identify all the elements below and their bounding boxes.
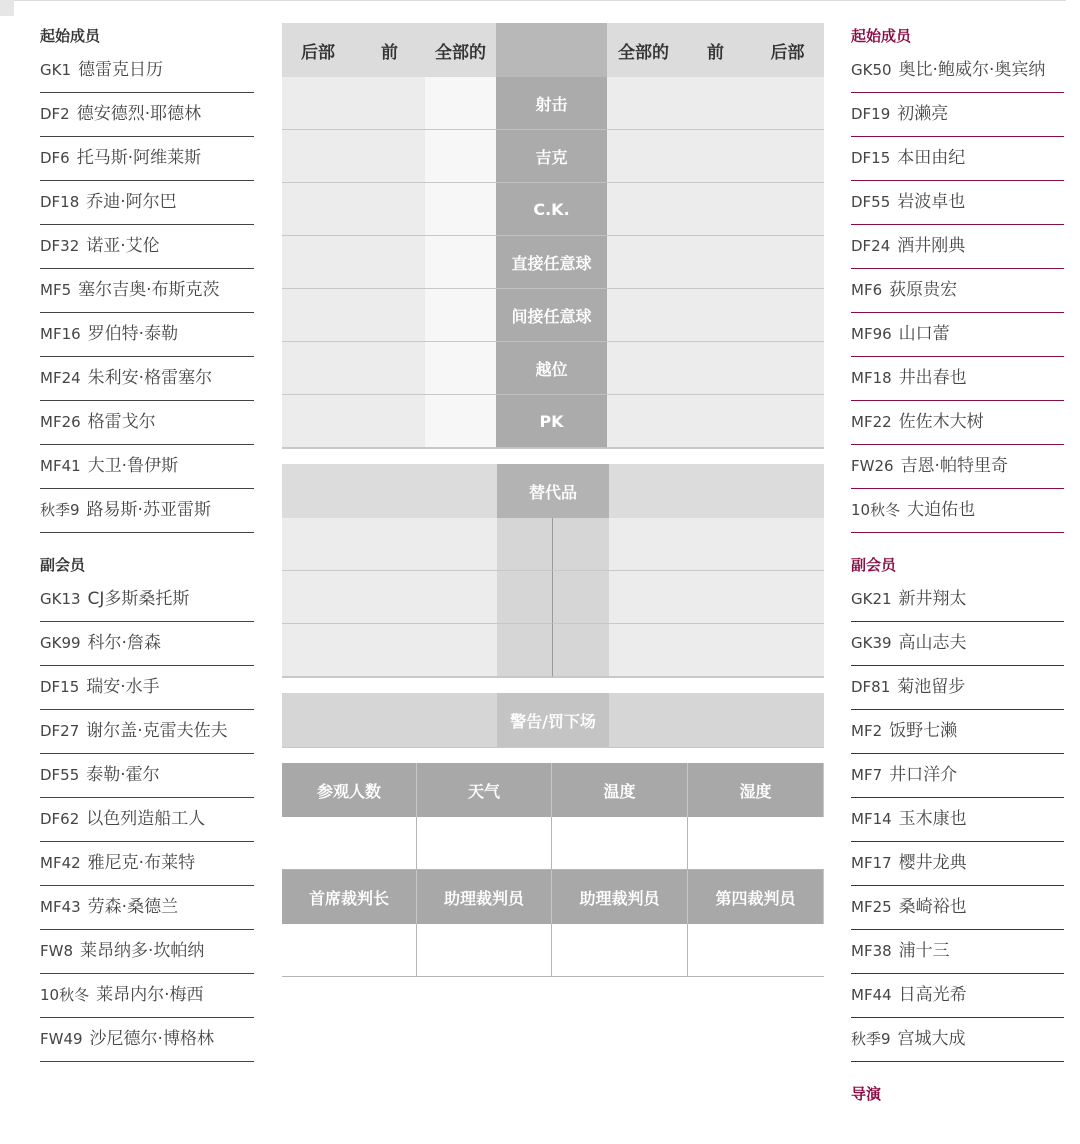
stat-value-cell xyxy=(354,130,425,183)
player-name: 莱昂纳多·坎帕纳 xyxy=(80,941,205,961)
player-position: MF7 xyxy=(851,766,883,784)
player-name: 酒井刚典 xyxy=(897,236,966,256)
player-position: MF24 xyxy=(40,369,81,387)
player-row[interactable] xyxy=(40,313,254,357)
sub-cell-time-home xyxy=(497,624,553,677)
stats-header-cell: 前 xyxy=(354,23,425,77)
player-position: MF41 xyxy=(40,457,81,475)
player-row[interactable] xyxy=(851,666,1064,710)
player-position: MF16 xyxy=(40,325,81,343)
stat-label: 射击 xyxy=(496,77,607,130)
away-starters-list xyxy=(851,49,1064,533)
player-row[interactable] xyxy=(851,313,1064,357)
player-name: 浦十三 xyxy=(898,941,950,961)
player-row[interactable] xyxy=(40,137,254,181)
player-name: 吉恩·帕特里奇 xyxy=(900,456,1008,476)
player-row[interactable] xyxy=(851,578,1064,622)
player-name: 乔迪·阿尔巴 xyxy=(86,192,177,212)
player-name: 新井翔太 xyxy=(898,589,967,609)
stat-value-cell xyxy=(282,183,354,236)
home-starters-title: 起始成员 xyxy=(40,27,101,45)
player-position: GK1 xyxy=(40,61,72,79)
stat-value-cell xyxy=(282,130,354,183)
player-position: 秋季9 xyxy=(40,501,80,519)
info-header-cell: 首席裁判长 xyxy=(282,870,417,924)
away-lineup xyxy=(851,18,1064,1107)
stat-value-cell xyxy=(354,236,425,289)
info-header-cell: 温度 xyxy=(552,763,688,817)
info-value-cell xyxy=(688,924,824,977)
player-position: DF15 xyxy=(851,149,891,167)
player-position: DF18 xyxy=(40,193,80,211)
player-name: 格雷戈尔 xyxy=(87,412,156,432)
player-name: 日高光希 xyxy=(898,985,967,1005)
stat-value-cell xyxy=(607,395,680,448)
info-header-cell: 参观人数 xyxy=(282,763,417,817)
player-row[interactable] xyxy=(851,842,1064,886)
stat-value-cell xyxy=(354,77,425,130)
player-name: 大迫佑也 xyxy=(907,500,976,520)
player-position: DF6 xyxy=(40,149,70,167)
player-name: 朱利安·格雷塞尔 xyxy=(87,368,213,388)
player-position: DF27 xyxy=(40,722,80,740)
player-position: MF22 xyxy=(851,413,892,431)
info-header-cell: 助理裁判员 xyxy=(417,870,552,924)
player-name: 劳森·桑德兰 xyxy=(87,897,179,917)
player-row[interactable] xyxy=(851,710,1064,754)
player-position: DF32 xyxy=(40,237,80,255)
player-name: 宫城大成 xyxy=(897,1029,966,1049)
player-row[interactable] xyxy=(40,181,254,225)
player-position: FW8 xyxy=(40,942,74,960)
stat-value-cell xyxy=(282,77,354,130)
player-row[interactable] xyxy=(40,578,254,622)
player-position: GK13 xyxy=(40,590,81,608)
stat-value-cell xyxy=(680,236,751,289)
stat-value-cell xyxy=(607,289,680,342)
info-value-cell xyxy=(417,817,552,870)
player-name: 瑞安·水手 xyxy=(86,677,160,697)
player-row[interactable] xyxy=(851,754,1064,798)
home-starters-list xyxy=(40,49,254,533)
stat-value-cell xyxy=(607,342,680,395)
stat-value-cell xyxy=(607,236,680,289)
player-position: MF44 xyxy=(851,986,892,1004)
cards-label: 警告/罚下场 xyxy=(497,693,609,747)
home-subs-list xyxy=(40,578,254,1062)
stat-value-cell xyxy=(680,289,751,342)
sub-cell-home xyxy=(282,571,497,624)
player-name: 井出春也 xyxy=(898,368,967,388)
info-value-cell xyxy=(688,817,824,870)
info-value-cell xyxy=(552,817,688,870)
info-header-cell: 第四裁判员 xyxy=(688,870,824,924)
info-value-cell xyxy=(552,924,688,977)
stat-value-cell xyxy=(354,289,425,342)
sub-cell-home xyxy=(282,518,497,571)
player-name: 托马斯·阿维莱斯 xyxy=(76,148,202,168)
player-position: 10秋冬 xyxy=(851,501,901,519)
player-row[interactable] xyxy=(40,489,254,533)
away-starters-title: 起始成员 xyxy=(851,27,912,45)
stat-value-cell xyxy=(282,342,354,395)
stat-value-cell xyxy=(751,395,824,448)
player-row[interactable] xyxy=(851,357,1064,401)
player-position: MF2 xyxy=(851,722,883,740)
stat-value-cell xyxy=(282,395,354,448)
player-position: GK50 xyxy=(851,61,892,79)
stat-value-cell xyxy=(751,77,824,130)
stat-value-cell xyxy=(354,342,425,395)
stat-label: PK xyxy=(496,395,607,448)
stat-value-cell xyxy=(751,236,824,289)
player-name: 奥比·鲍威尔·奥宾纳 xyxy=(898,60,1046,80)
player-name: 以色列造船工人 xyxy=(86,809,206,829)
stat-label: 直接任意球 xyxy=(496,236,607,289)
sub-cell-time-away xyxy=(553,518,609,571)
player-position: MF6 xyxy=(851,281,883,299)
scroll-indicator xyxy=(0,0,14,16)
match-stats-panel xyxy=(282,23,824,977)
stats-header-cell xyxy=(496,23,607,77)
info-value-cell xyxy=(282,924,417,977)
player-row[interactable] xyxy=(851,225,1064,269)
sub-cell-home xyxy=(282,624,497,677)
stats-table xyxy=(282,23,824,448)
player-name: 高山志夫 xyxy=(898,633,967,653)
player-position: MF38 xyxy=(851,942,892,960)
stat-value-cell xyxy=(607,77,680,130)
player-position: 10秋冬 xyxy=(40,986,90,1004)
player-position: MF42 xyxy=(40,854,81,872)
player-position: DF55 xyxy=(851,193,891,211)
player-position: GK39 xyxy=(851,634,892,652)
player-row[interactable] xyxy=(40,93,254,137)
player-row[interactable] xyxy=(851,974,1064,1018)
player-row[interactable] xyxy=(851,886,1064,930)
player-row[interactable] xyxy=(40,445,254,489)
top-divider xyxy=(0,0,1066,1)
stat-value-cell xyxy=(751,289,824,342)
player-name: 德雷克日历 xyxy=(78,60,164,80)
player-position: MF5 xyxy=(40,281,72,299)
substitutes-bar xyxy=(282,464,824,518)
player-name: 饭野七濑 xyxy=(889,721,958,741)
player-row[interactable] xyxy=(851,1018,1064,1062)
player-row[interactable] xyxy=(40,357,254,401)
sub-cell-time-home xyxy=(497,571,553,624)
stat-value-cell xyxy=(354,395,425,448)
player-name: 路易斯·苏亚雷斯 xyxy=(86,500,211,520)
stat-value-cell xyxy=(680,77,751,130)
stat-value-cell xyxy=(282,236,354,289)
sub-cell-time-home xyxy=(497,518,553,571)
stat-value-cell xyxy=(425,342,496,395)
stat-value-cell xyxy=(751,130,824,183)
player-name: 雅尼克·布莱特 xyxy=(87,853,196,873)
home-lineup xyxy=(40,18,254,1062)
player-row[interactable] xyxy=(851,930,1064,974)
sub-cell-time-away xyxy=(553,571,609,624)
player-row[interactable] xyxy=(851,137,1064,181)
player-position: MF43 xyxy=(40,898,81,916)
sub-cell-away xyxy=(609,518,824,571)
player-row[interactable] xyxy=(851,798,1064,842)
player-position: DF15 xyxy=(40,678,80,696)
player-row[interactable] xyxy=(40,401,254,445)
sub-cell-away xyxy=(609,624,824,677)
sub-cell-time-away xyxy=(553,624,609,677)
player-name: 佐佐木大树 xyxy=(898,412,984,432)
player-name: 谢尔盖·克雷夫佐夫 xyxy=(86,721,228,741)
player-row[interactable] xyxy=(851,401,1064,445)
referee-table xyxy=(282,870,824,977)
stat-value-cell xyxy=(680,395,751,448)
player-row[interactable] xyxy=(40,930,254,974)
player-row[interactable] xyxy=(40,754,254,798)
stats-header-cell: 全部的 xyxy=(425,23,496,77)
info-header-cell: 湿度 xyxy=(688,763,824,817)
player-row[interactable] xyxy=(40,798,254,842)
player-name: 樱井龙典 xyxy=(898,853,967,873)
player-name: CJ多斯桑托斯 xyxy=(87,589,190,609)
player-row[interactable] xyxy=(40,622,254,666)
info-header-cell: 助理裁判员 xyxy=(552,870,688,924)
stat-label: 越位 xyxy=(496,342,607,395)
player-name: 菊池留步 xyxy=(897,677,966,697)
player-row[interactable] xyxy=(851,445,1064,489)
stat-value-cell xyxy=(607,183,680,236)
match-info-table xyxy=(282,763,824,870)
stat-value-cell xyxy=(751,342,824,395)
stat-value-cell xyxy=(425,236,496,289)
player-position: FW49 xyxy=(40,1030,83,1048)
player-row[interactable] xyxy=(40,1018,254,1062)
away-subs-list xyxy=(851,578,1064,1062)
stats-header-cell: 前 xyxy=(680,23,751,77)
player-row[interactable] xyxy=(851,269,1064,313)
player-position: FW26 xyxy=(851,457,894,475)
stat-value-cell xyxy=(354,183,425,236)
player-row[interactable] xyxy=(40,886,254,930)
player-row[interactable] xyxy=(851,622,1064,666)
player-name: 初濑亮 xyxy=(897,104,949,124)
stat-value-cell xyxy=(425,395,496,448)
player-name: 沙尼德尔·博格林 xyxy=(89,1029,214,1049)
player-name: 玉木康也 xyxy=(898,809,967,829)
player-row[interactable] xyxy=(851,49,1064,93)
stat-label: 间接任意球 xyxy=(496,289,607,342)
cards-bar xyxy=(282,693,824,747)
player-position: DF24 xyxy=(851,237,891,255)
stat-value-cell xyxy=(425,130,496,183)
substitutes-table xyxy=(282,518,824,677)
player-row[interactable] xyxy=(40,710,254,754)
player-name: 桑崎裕也 xyxy=(898,897,967,917)
player-name: 井口洋介 xyxy=(889,765,958,785)
player-row[interactable] xyxy=(851,181,1064,225)
player-name: 泰勒·霍尔 xyxy=(86,765,160,785)
substitutes-label: 替代品 xyxy=(497,464,609,518)
stat-value-cell xyxy=(282,289,354,342)
sub-cell-away xyxy=(609,571,824,624)
player-position: MF14 xyxy=(851,810,892,828)
info-value-cell xyxy=(417,924,552,977)
player-position: DF62 xyxy=(40,810,80,828)
stat-value-cell xyxy=(680,130,751,183)
player-row[interactable] xyxy=(851,93,1064,137)
player-row[interactable] xyxy=(40,49,254,93)
stat-value-cell xyxy=(680,183,751,236)
away-director-title: 导演 xyxy=(851,1085,882,1103)
player-position: MF25 xyxy=(851,898,892,916)
player-position: DF19 xyxy=(851,105,891,123)
stat-value-cell xyxy=(425,183,496,236)
player-name: 诺亚·艾伦 xyxy=(86,236,160,256)
player-name: 科尔·詹森 xyxy=(87,633,161,653)
player-row[interactable] xyxy=(40,666,254,710)
player-position: DF55 xyxy=(40,766,80,784)
away-subs-title: 副会员 xyxy=(851,556,897,574)
stat-value-cell xyxy=(680,342,751,395)
player-name: 塞尔吉奥·布斯克茨 xyxy=(78,280,220,300)
player-position: MF18 xyxy=(851,369,892,387)
player-position: DF2 xyxy=(40,105,70,123)
stats-header-cell: 后部 xyxy=(751,23,824,77)
player-name: 大卫·鲁伊斯 xyxy=(87,456,179,476)
player-name: 荻原贵宏 xyxy=(889,280,958,300)
stats-header-cell: 后部 xyxy=(282,23,354,77)
player-row[interactable] xyxy=(40,269,254,313)
player-name: 山口蕾 xyxy=(898,324,950,344)
home-subs-title: 副会员 xyxy=(40,556,86,574)
player-row[interactable] xyxy=(40,974,254,1018)
stat-value-cell xyxy=(425,289,496,342)
stat-value-cell xyxy=(425,77,496,130)
player-name: 罗伯特·泰勒 xyxy=(87,324,179,344)
player-position: MF17 xyxy=(851,854,892,872)
player-position: GK21 xyxy=(851,590,892,608)
player-name: 岩波卓也 xyxy=(897,192,966,212)
stat-value-cell xyxy=(751,183,824,236)
player-row[interactable] xyxy=(851,489,1064,533)
stat-label: C.K. xyxy=(496,183,607,236)
player-row[interactable] xyxy=(40,842,254,886)
player-position: 秋季9 xyxy=(851,1030,891,1048)
player-row[interactable] xyxy=(40,225,254,269)
player-position: MF96 xyxy=(851,325,892,343)
info-value-cell xyxy=(282,817,417,870)
stats-header-cell: 全部的 xyxy=(607,23,680,77)
stat-label: 吉克 xyxy=(496,130,607,183)
player-position: MF26 xyxy=(40,413,81,431)
player-position: DF81 xyxy=(851,678,891,696)
stat-value-cell xyxy=(607,130,680,183)
player-name: 莱昂内尔·梅西 xyxy=(96,985,204,1005)
player-name: 德安德烈·耶德林 xyxy=(76,104,202,124)
info-header-cell: 天气 xyxy=(417,763,552,817)
player-name: 本田由纪 xyxy=(897,148,966,168)
player-position: GK99 xyxy=(40,634,81,652)
